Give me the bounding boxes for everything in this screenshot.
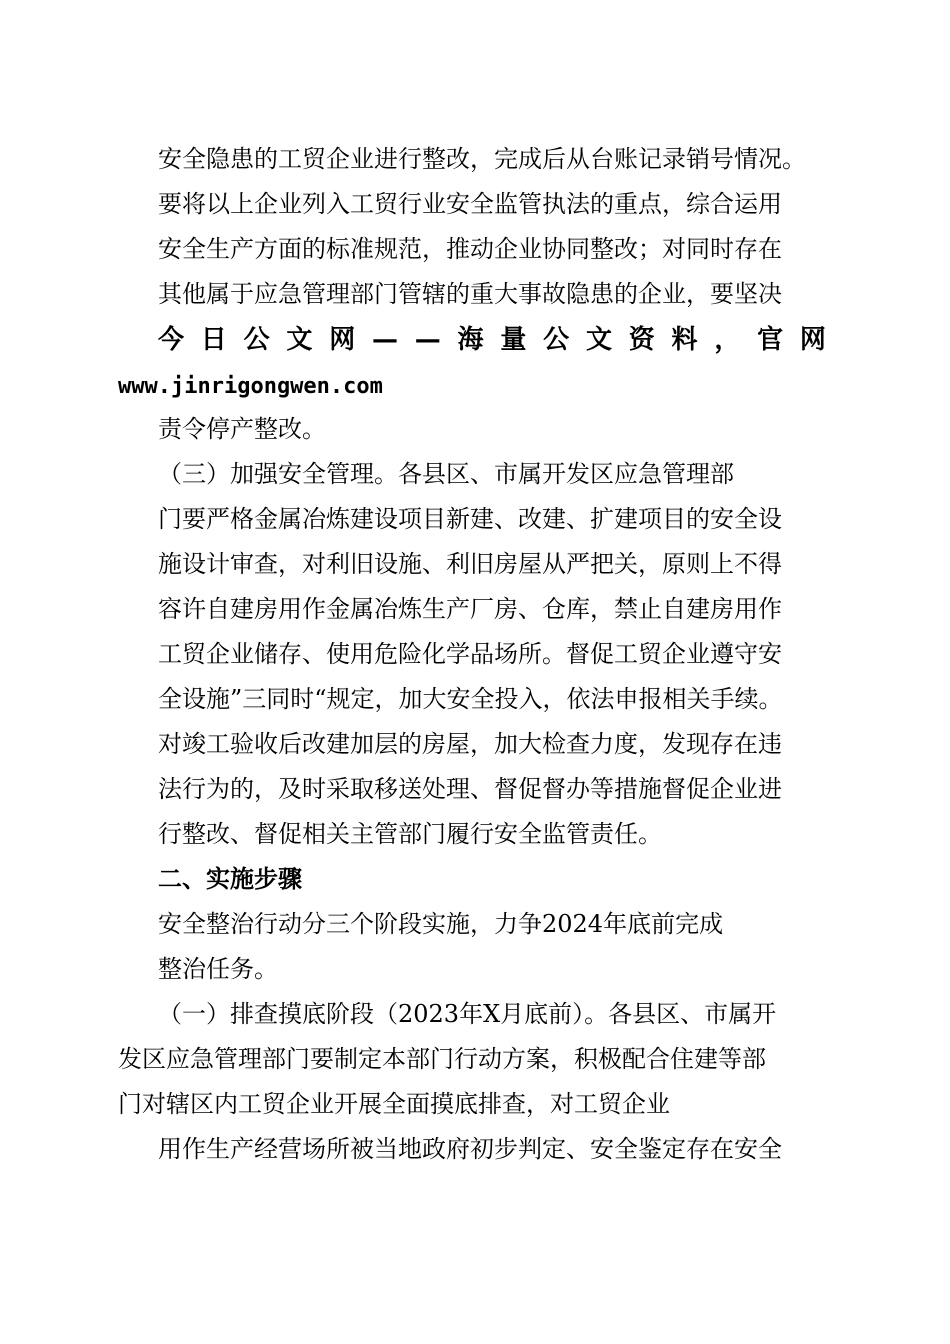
body-line: 安全生产方面的标准规范，推动企业协同整改；对同时存在 <box>158 235 782 263</box>
watermark-banner <box>158 322 826 358</box>
section-heading: 二、实施步骤 <box>158 865 302 893</box>
watermark-char: 日 <box>200 325 227 355</box>
body-line: 整治任务。 <box>158 955 278 983</box>
body-line: 施设计审查，对利旧设施、利旧房屋从严把关，原则上不得 <box>158 550 782 578</box>
body-line: 法行为的，及时采取移送处理、督促督办等措施督促企业进 <box>158 775 782 803</box>
body-line: 门要严格金属冶炼建设项目新建、改建、扩建项目的安全设 <box>158 505 782 533</box>
watermark-char: 官 <box>757 325 784 355</box>
watermark-char: 公 <box>243 325 270 355</box>
watermark-char: 资 <box>628 325 655 355</box>
body-line: 发区应急管理部门要制定本部门行动方案，积极配合住建等部 <box>118 1045 766 1073</box>
body-line: 责令停产整改。 <box>158 415 326 443</box>
body-line: 用作生产经营场所被当地政府初步判定、安全鉴定存在安全 <box>158 1135 782 1163</box>
body-line: （一）排查摸底阶段（2023年X月底前）。各县区、市属开 <box>158 1000 777 1028</box>
body-line: 要将以上企业列入工贸行业安全监管执法的重点，综合运用 <box>158 190 782 218</box>
body-line: （三）加强安全管理。各县区、市属开发区应急管理部 <box>158 460 734 488</box>
watermark-char: 网 <box>799 325 826 355</box>
watermark-url: www.jinrigongwen.com <box>118 374 383 399</box>
body-line: 安全隐患的工贸企业进行整改，完成后从台账记录销号情况。 <box>158 145 806 173</box>
body-line: 工贸企业储存、使用危险化学品场所。督促工贸企业遵守安 <box>158 640 782 668</box>
body-line: 其他属于应急管理部门管辖的重大事故隐患的企业，要坚决 <box>158 280 782 308</box>
body-line: 全设施”三同时“规定，加大安全投入，依法申报相关手续。 <box>158 685 783 713</box>
watermark-char: — <box>414 325 441 355</box>
body-line: 安全整治行动分三个阶段实施，力争2024年底前完成 <box>158 910 724 938</box>
watermark-char: 文 <box>286 325 313 355</box>
watermark-char: 网 <box>329 325 356 355</box>
watermark-char: 量 <box>500 325 527 355</box>
watermark-char: 料 <box>671 325 698 355</box>
watermark-char: 今 <box>158 325 185 355</box>
body-line: 容许自建房用作金属冶炼生产厂房、仓库，禁止自建房用作 <box>158 595 782 623</box>
body-line: 行整改、督促相关主管部门履行安全监管责任。 <box>158 820 662 848</box>
watermark-char: 文 <box>585 325 612 355</box>
body-line: 门对辖区内工贸企业开展全面摸底排查，对工贸企业 <box>118 1090 670 1118</box>
watermark-char: — <box>371 325 398 355</box>
watermark-char: 海 <box>457 325 484 355</box>
watermark-char: 公 <box>543 325 570 355</box>
body-line: 对竣工验收后改建加层的房屋，加大检查力度，发现存在违 <box>158 730 782 758</box>
watermark-char: ， <box>714 325 741 355</box>
